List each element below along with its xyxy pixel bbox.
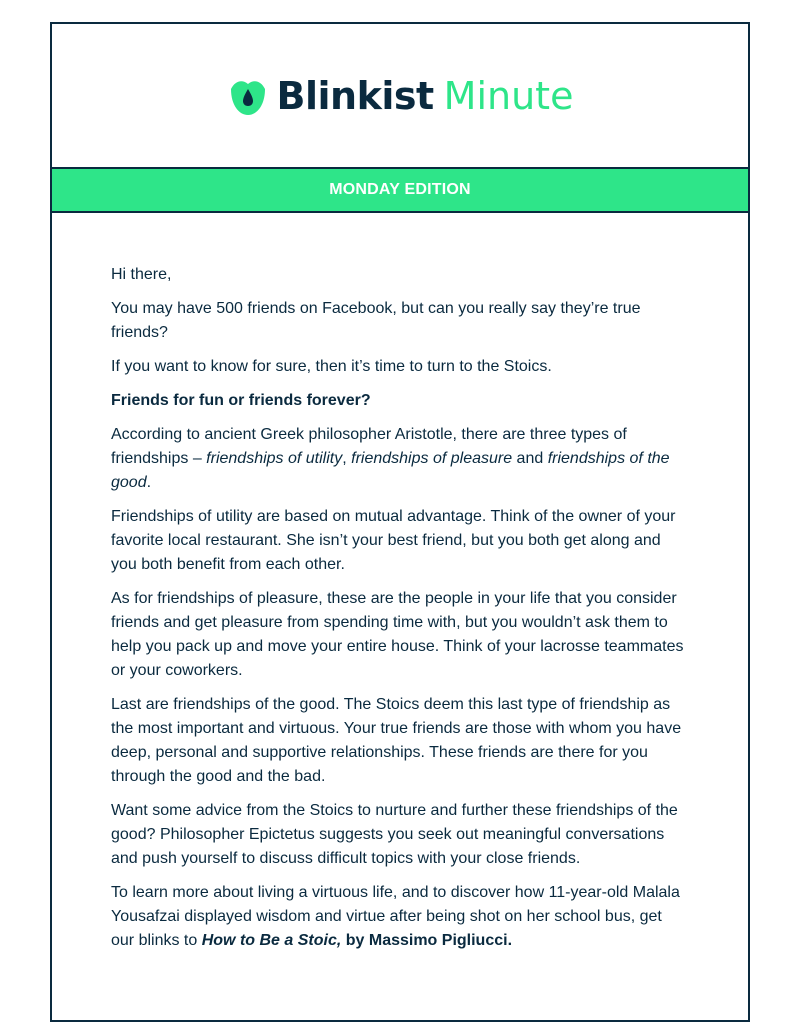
brand-primary: Blinkist [276, 73, 434, 118]
term-utility: friendships of utility [206, 450, 343, 467]
email-header [52, 24, 748, 167]
edition-bar [52, 167, 748, 213]
section-heading [111, 389, 686, 413]
paragraph-8 [111, 881, 686, 953]
paragraph-4: Friendships of utility are based on mutual advantage. Think of the owner of your favorite local restaurant. She isn’t your best friend, but you both get along and you both benefit from each other. [111, 508, 676, 573]
term-good: friendships of the good [111, 450, 670, 491]
section-heading-text: Friends for fun or friends forever? [111, 392, 371, 409]
term-pleasure: friendships of pleasure [351, 450, 513, 467]
blinkist-minute-logo[interactable] [227, 74, 574, 118]
brand-secondary: Minute [443, 73, 574, 118]
paragraph-3-sep2: and [512, 450, 548, 467]
paragraph-3 [111, 423, 686, 495]
paragraph-7: Want some advice from the Stoics to nurture and further these friendships of the good? Philosopher Epictetus suggests you seek out meaningful conversations and push yourself to discuss difficult topics with your close friends. [111, 802, 678, 867]
paragraph-2: If you want to know for sure, then it’s time to turn to the Stoics. [111, 358, 552, 375]
blinkist-leaf-icon [227, 75, 269, 117]
paragraph-3-sep1: , [342, 450, 352, 467]
paragraph-5: As for friendships of pleasure, these are the people in your life that you consider friends and get pleasure from spending time with, but you wouldn’t ask them to help you pack up and move your entire house. Think of your lacrosse teammates or your coworkers. [111, 590, 684, 679]
book-title: How to Be a Stoic, [201, 932, 342, 949]
email-body [52, 213, 748, 953]
email-frame [50, 22, 750, 1022]
paragraph-3-end: . [146, 474, 152, 491]
greeting: Hi there, [111, 266, 172, 283]
paragraph-1: You may have 500 friends on Facebook, but can you really say they’re true friends? [111, 300, 641, 341]
book-link[interactable] [202, 932, 512, 949]
book-author: by Massimo Pigliucci. [341, 932, 513, 949]
paragraph-6: Last are friendships of the good. The Stoics deem this last type of friendship as the most important and virtuous. Your true friends are those with whom you have deep, personal and supportive relationships. These friends are there for you through the good and the bad. [111, 696, 682, 785]
edition-label: MONDAY EDITION [329, 181, 471, 198]
paragraph-8-lead: To learn more about living a virtuous life, and to discover how 11-year-old Malala Yousafzai displayed wisdom and virtue after being shot on her school bus, get our blinks to [111, 884, 680, 949]
paragraph-3-lead: According to ancient Greek philosopher Aristotle, there are three types of friendships – [111, 426, 627, 467]
